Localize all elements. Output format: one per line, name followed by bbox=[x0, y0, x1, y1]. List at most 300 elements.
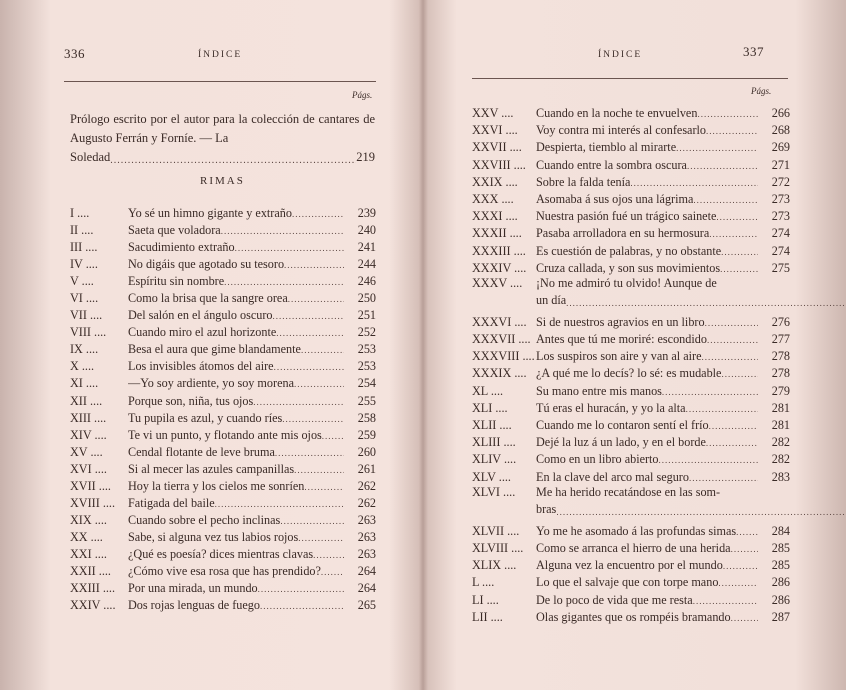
page-ref: 254 bbox=[357, 376, 376, 391]
toc-entry bbox=[70, 373, 376, 390]
rima-title: ¿Cómo vive esa rosa que has prendido? bbox=[128, 563, 321, 578]
toc-entry bbox=[472, 415, 790, 432]
rima-number: VI bbox=[70, 291, 83, 306]
page-ref: 287 bbox=[771, 609, 790, 624]
page-ref: 275 bbox=[771, 260, 790, 275]
prologo-last: Soledad bbox=[70, 150, 111, 164]
rima-number-cell bbox=[70, 529, 128, 546]
toc-entry bbox=[472, 312, 790, 329]
rima-number-cell bbox=[472, 417, 536, 434]
number-leader: .... bbox=[86, 393, 103, 408]
rima-number-cell bbox=[472, 105, 536, 122]
rima-number: XIII bbox=[70, 410, 91, 425]
page-ref: 274 bbox=[771, 243, 790, 258]
number-leader: .... bbox=[498, 106, 514, 120]
rima-number-cell bbox=[70, 375, 128, 392]
number-leader: .... bbox=[78, 359, 95, 374]
number-leader: .... bbox=[511, 260, 527, 275]
toc-entry bbox=[70, 339, 376, 356]
number-leader: .... bbox=[501, 558, 517, 573]
rima-number-cell bbox=[472, 225, 536, 242]
rima-number-cell bbox=[472, 540, 536, 557]
prologo-text: Prólogo escrito por el autor para la colección de cantares de Augusto Ferrán y Forníe. — La bbox=[70, 112, 375, 145]
number-leader: .... bbox=[502, 209, 518, 224]
number-leader: .... bbox=[510, 157, 526, 172]
toc-entry bbox=[70, 391, 376, 408]
rima-title: Me ha herido recatándose en las som- bbox=[536, 484, 721, 499]
page-ref: 263 bbox=[357, 546, 376, 561]
rima-number: XXXIV bbox=[472, 260, 512, 275]
toc-entry bbox=[70, 442, 376, 459]
number-leader: .... bbox=[82, 257, 98, 272]
rima-number: XVIII bbox=[70, 495, 100, 510]
rima-number-cell bbox=[70, 290, 128, 307]
toc-entry bbox=[472, 189, 790, 206]
rima-number: V bbox=[70, 274, 79, 289]
rima-title: Dejé la luz á un lado, y en el borde bbox=[536, 435, 706, 450]
rima-title: Espíritu sin nombre bbox=[128, 274, 225, 289]
prologo-entry bbox=[70, 110, 375, 170]
page-ref: 278 bbox=[771, 366, 790, 381]
toc-entry bbox=[472, 103, 790, 120]
rima-number-cell bbox=[70, 222, 128, 239]
rima-title: Saeta que voladora bbox=[128, 223, 221, 238]
rima-number-cell bbox=[472, 122, 536, 139]
toc-entry bbox=[472, 590, 790, 607]
page-ref: 281 bbox=[771, 418, 790, 432]
rima-title: Sabe, si alguna vez tus labios rojos bbox=[128, 529, 299, 544]
number-leader: .... bbox=[74, 206, 90, 220]
number-leader: .... bbox=[495, 469, 511, 484]
rima-number: L bbox=[472, 575, 479, 590]
page-ref: 272 bbox=[771, 174, 790, 189]
page-ref: 282 bbox=[771, 435, 790, 450]
rima-number-cell bbox=[70, 427, 128, 444]
page-ref: 277 bbox=[771, 332, 790, 347]
rima-number: XLV bbox=[472, 469, 496, 484]
number-leader: .... bbox=[511, 314, 527, 329]
number-leader: .... bbox=[95, 563, 111, 578]
number-leader: .... bbox=[91, 461, 107, 476]
toc-entry bbox=[70, 493, 376, 510]
rima-number: II bbox=[70, 223, 79, 238]
rima-title: Yo me he asomado á las profundas simas bbox=[536, 523, 737, 538]
rima-title: De lo poco de vida que me resta bbox=[536, 592, 693, 607]
page-number: 336 bbox=[64, 46, 85, 61]
rima-number: XII bbox=[70, 393, 87, 408]
toc-entry bbox=[472, 607, 790, 624]
number-leader: .... bbox=[487, 609, 503, 624]
rima-number: XXXV bbox=[472, 275, 507, 290]
rima-number-cell bbox=[70, 205, 128, 222]
rima-number: XLIII bbox=[472, 435, 501, 450]
number-leader: .... bbox=[492, 400, 508, 415]
rima-title: Dos rojas lenguas de fuego bbox=[128, 598, 260, 613]
page-ref: 241 bbox=[357, 240, 376, 255]
rima-number-cell bbox=[472, 523, 536, 540]
rima-title: Cuando sobre el pecho inclinas bbox=[128, 512, 281, 527]
rima-number: XIX bbox=[70, 512, 92, 527]
pags-label: Págs. bbox=[352, 90, 373, 100]
rima-number: LI bbox=[472, 592, 484, 607]
rima-number-cell bbox=[70, 324, 128, 341]
toc-entry bbox=[472, 555, 790, 572]
toc-entry bbox=[70, 220, 376, 237]
header-rule bbox=[64, 81, 376, 82]
toc-entry bbox=[70, 510, 376, 527]
rima-title: Te vi un punto, y flotando ante mis ojos bbox=[128, 427, 322, 442]
toc-entry bbox=[70, 459, 376, 476]
toc-entry bbox=[472, 381, 790, 398]
toc-entry bbox=[472, 467, 790, 484]
rima-number: XXXI bbox=[472, 209, 503, 224]
page-ref: 286 bbox=[771, 592, 790, 607]
rima-number: XXI bbox=[70, 546, 92, 561]
pags-label: Págs. bbox=[751, 86, 772, 96]
running-header: ÍNDICE bbox=[198, 50, 243, 60]
rima-number-cell bbox=[70, 444, 128, 461]
rima-number-cell bbox=[70, 546, 128, 563]
number-leader: .... bbox=[91, 512, 107, 527]
rima-number: XXXVI bbox=[472, 314, 512, 329]
rima-title: Cuando en la noche te envuelven bbox=[536, 106, 698, 120]
toc-entry bbox=[472, 120, 790, 137]
header-rule bbox=[472, 78, 788, 79]
page-ref: 274 bbox=[771, 226, 790, 241]
leader-dots bbox=[110, 148, 356, 170]
toc-entry bbox=[472, 258, 790, 275]
page-ref: 246 bbox=[357, 274, 376, 289]
number-leader: .... bbox=[502, 174, 518, 189]
rima-number-cell bbox=[70, 341, 128, 358]
page-ref: 264 bbox=[357, 581, 376, 596]
number-leader: .... bbox=[479, 575, 495, 590]
page-ref: 281 bbox=[771, 400, 790, 415]
number-leader: .... bbox=[504, 523, 520, 538]
number-leader: .... bbox=[510, 243, 526, 258]
rima-title: Cuando miro el azul horizonte bbox=[128, 325, 277, 340]
number-leader: .... bbox=[95, 478, 111, 493]
rima-number-cell bbox=[472, 314, 536, 331]
page-ref: 263 bbox=[357, 529, 376, 544]
rima-number: VIII bbox=[70, 325, 91, 340]
leader-dots bbox=[556, 501, 846, 521]
rima-number: VII bbox=[70, 308, 87, 323]
rima-number-cell bbox=[70, 410, 128, 427]
rima-number-cell bbox=[472, 275, 536, 292]
page-ref: 251 bbox=[357, 308, 376, 323]
toc-entry bbox=[70, 476, 376, 493]
rima-number-cell bbox=[472, 484, 536, 501]
rima-title: Antes que tú me moriré: escondido bbox=[536, 332, 707, 347]
rima-number-cell bbox=[472, 191, 536, 208]
rima-number-cell bbox=[70, 512, 128, 529]
number-leader: .... bbox=[87, 529, 103, 544]
number-leader: .... bbox=[87, 444, 103, 459]
toc-entry bbox=[472, 275, 790, 312]
page-ref: 273 bbox=[771, 209, 790, 224]
running-header: ÍNDICE bbox=[598, 50, 643, 60]
toc-entry bbox=[70, 578, 376, 595]
rima-number-cell bbox=[70, 563, 128, 580]
rima-title: Nuestra pasión fué un trágico sainete bbox=[536, 209, 717, 224]
page-ref: 255 bbox=[357, 393, 376, 408]
rima-number: XIV bbox=[70, 427, 92, 442]
rima-title: Asomaba á sus ojos una lágrima bbox=[536, 191, 694, 206]
rima-title: Porque son, niña, tus ojos bbox=[128, 393, 254, 408]
page-ref: 273 bbox=[771, 191, 790, 206]
rima-title: Si al mecer las azules campanillas bbox=[128, 461, 295, 476]
rima-number-cell bbox=[70, 461, 128, 478]
rima-title: Lo que el salvaje que con torpe mano bbox=[536, 575, 719, 590]
right-page bbox=[424, 0, 846, 690]
toc-entry bbox=[472, 449, 790, 466]
rima-title: En la clave del arco mal seguro bbox=[536, 469, 689, 484]
number-leader: .... bbox=[483, 592, 499, 607]
rima-title: Cendal flotante de leve bruma bbox=[128, 444, 275, 459]
number-leader: .... bbox=[86, 308, 103, 323]
toc-entry bbox=[70, 408, 376, 425]
rima-number: XXV bbox=[472, 106, 499, 120]
rima-number: XLVIII bbox=[472, 540, 509, 555]
page-ref: 278 bbox=[771, 349, 790, 364]
toc-entry bbox=[472, 346, 790, 363]
number-leader: .... bbox=[500, 484, 516, 499]
leader-dots bbox=[731, 607, 758, 627]
page-ref: 240 bbox=[357, 223, 376, 238]
rima-title: Los invisibles átomos del aire bbox=[128, 359, 274, 374]
page-ref: 262 bbox=[357, 495, 376, 510]
page-ref: 244 bbox=[357, 257, 376, 272]
rima-number-cell bbox=[70, 307, 128, 324]
rima-number-cell bbox=[70, 580, 128, 597]
page-ref: 285 bbox=[771, 558, 790, 573]
number-leader: .... bbox=[82, 240, 98, 255]
number-leader: .... bbox=[507, 275, 523, 290]
page-ref: 269 bbox=[771, 140, 790, 155]
rima-number-cell bbox=[70, 256, 128, 273]
rima-number: IX bbox=[70, 342, 83, 357]
rima-title-continued: un día bbox=[536, 292, 567, 307]
number-leader: .... bbox=[500, 452, 517, 467]
rima-number-cell bbox=[472, 174, 536, 191]
page-ref: 258 bbox=[357, 410, 376, 425]
toc-entry bbox=[472, 241, 790, 258]
page-ref: 263 bbox=[357, 512, 376, 527]
rima-number: XVI bbox=[70, 461, 92, 476]
number-leader: .... bbox=[82, 291, 99, 306]
rima-title: Como en un libro abierto bbox=[536, 452, 659, 467]
rima-number: XXVIII bbox=[472, 157, 511, 172]
toc-entry bbox=[70, 271, 376, 288]
number-leader: .... bbox=[82, 342, 99, 357]
page-ref: 262 bbox=[357, 478, 376, 493]
rima-number: XXXIX bbox=[472, 366, 512, 381]
number-leader: .... bbox=[502, 123, 518, 138]
rima-number-cell bbox=[472, 139, 536, 156]
rima-number: XXXII bbox=[472, 226, 507, 241]
rima-title: Por una mirada, un mundo bbox=[128, 581, 258, 596]
rima-title: Si de nuestros agravios en un libro bbox=[536, 314, 705, 329]
rima-title: Tú eras el huracán, y yo la alta bbox=[536, 400, 686, 415]
page-ref: 239 bbox=[357, 206, 376, 220]
toc-entry bbox=[472, 484, 790, 521]
rima-number: XLVI bbox=[472, 484, 500, 499]
toc-entry bbox=[70, 527, 376, 544]
rima-number: XL bbox=[472, 383, 488, 398]
number-leader: .... bbox=[500, 435, 516, 450]
rima-number-cell bbox=[472, 348, 536, 365]
rima-title: Del salón en el ángulo oscuro bbox=[128, 308, 273, 323]
rima-title: Sobre la falda tenía bbox=[536, 174, 631, 189]
toc-entry bbox=[70, 322, 376, 339]
number-leader: .... bbox=[78, 223, 94, 238]
rima-number-cell bbox=[70, 239, 128, 256]
page-ref: 282 bbox=[771, 452, 790, 467]
rima-number: XLIX bbox=[472, 558, 502, 573]
rima-number: XXXIII bbox=[472, 243, 511, 258]
number-leader: .... bbox=[515, 332, 531, 347]
rima-number: XXX bbox=[472, 191, 499, 206]
page-ref: 260 bbox=[357, 444, 376, 459]
rima-number: XLI bbox=[472, 400, 493, 415]
rima-number: XX bbox=[70, 529, 88, 544]
page-ref: 250 bbox=[357, 291, 376, 306]
rima-number: XXII bbox=[70, 563, 96, 578]
rima-number-cell bbox=[70, 273, 128, 290]
page-ref: 271 bbox=[771, 157, 790, 172]
toc-entry bbox=[472, 398, 790, 415]
rima-number: XXIX bbox=[472, 174, 503, 189]
rima-number: XXVII bbox=[472, 140, 507, 155]
rima-title: Olas gigantes que os rompéis bramando bbox=[536, 609, 731, 624]
page-ref: 268 bbox=[771, 123, 790, 138]
prologo-page: 219 bbox=[356, 150, 375, 164]
leader-dots bbox=[566, 292, 846, 312]
rima-title: Cuando me lo contaron sentí el frío bbox=[536, 418, 709, 432]
rima-number: XXXVIII bbox=[472, 349, 520, 364]
rima-title: Los suspiros son aire y van al aire bbox=[536, 349, 702, 364]
rima-number-cell bbox=[70, 358, 128, 375]
rima-number-cell bbox=[472, 400, 536, 417]
rima-title: Sacudimiento extraño bbox=[128, 240, 235, 255]
rima-title: Voy contra mi interés al confesarlo bbox=[536, 123, 707, 138]
rima-title-continued: bras bbox=[536, 501, 557, 516]
toc-entry bbox=[70, 254, 376, 271]
rima-number: I bbox=[70, 206, 75, 220]
rima-number: XXIII bbox=[70, 581, 100, 596]
rima-title: ¡No me admiró tu olvido! Aunque de bbox=[536, 275, 717, 290]
number-leader: .... bbox=[91, 427, 107, 442]
rima-title: Como la brisa que la sangre orea bbox=[128, 291, 288, 306]
rima-title: Tu pupila es azul, y cuando ríes bbox=[128, 410, 283, 425]
section-title: RIMAS bbox=[200, 175, 245, 187]
number-leader: .... bbox=[487, 383, 504, 398]
rima-number-cell bbox=[70, 597, 128, 614]
rima-number-cell bbox=[472, 208, 536, 225]
toc-entry bbox=[70, 595, 376, 612]
toc-entry bbox=[472, 432, 790, 449]
number-leader: .... bbox=[91, 546, 107, 561]
toc-list-right bbox=[472, 103, 790, 624]
rima-number: XXXVII bbox=[472, 332, 516, 347]
rima-number: XXVI bbox=[472, 123, 503, 138]
leader-dots bbox=[260, 595, 344, 615]
rima-number: XLIV bbox=[472, 452, 501, 467]
rima-title: Cuando entre la sombra oscura bbox=[536, 157, 687, 172]
page-ref: 283 bbox=[771, 469, 790, 484]
rima-number: IV bbox=[70, 257, 83, 272]
number-leader: .... bbox=[511, 366, 527, 381]
number-leader: .... bbox=[99, 495, 116, 510]
rima-number: X bbox=[70, 359, 79, 374]
rima-number-cell bbox=[472, 557, 536, 574]
number-leader: .... bbox=[506, 226, 522, 241]
page-ref: 276 bbox=[771, 314, 790, 329]
rima-number: XLVII bbox=[472, 523, 505, 538]
toc-entry bbox=[472, 137, 790, 154]
page-ref: 284 bbox=[771, 523, 790, 538]
rima-title: Alguna vez la encuentro por el mundo bbox=[536, 558, 723, 573]
rima-number: XLII bbox=[472, 418, 497, 432]
toc-entry bbox=[70, 203, 376, 220]
rima-number-cell bbox=[472, 592, 536, 609]
rima-title: No digáis que agotado su tesoro bbox=[128, 257, 285, 272]
rima-number-cell bbox=[472, 434, 536, 451]
rima-number-cell bbox=[472, 331, 536, 348]
rima-title: Hoy la tierra y los cielos me sonríen bbox=[128, 478, 305, 493]
page-ref: 259 bbox=[357, 427, 376, 442]
rima-number: XI bbox=[70, 376, 83, 391]
page-ref: 265 bbox=[357, 598, 376, 613]
rima-number-cell bbox=[70, 393, 128, 410]
rima-title: Cruza callada, y son sus movimientos bbox=[536, 260, 721, 275]
rima-number-cell bbox=[70, 495, 128, 512]
rima-number-cell bbox=[70, 478, 128, 495]
number-leader: .... bbox=[100, 598, 116, 613]
page-ref: 253 bbox=[357, 342, 376, 357]
number-leader: .... bbox=[90, 325, 107, 340]
page-ref: 279 bbox=[771, 383, 790, 398]
page-ref: 285 bbox=[771, 540, 790, 555]
number-leader: .... bbox=[496, 418, 512, 432]
toc-entry bbox=[472, 223, 790, 240]
toc-entry bbox=[70, 288, 376, 305]
rima-number-cell bbox=[472, 383, 536, 400]
page-ref: 264 bbox=[357, 563, 376, 578]
rima-title: ¿Qué es poesía? dices mientras clavas bbox=[128, 546, 314, 561]
page-ref: 286 bbox=[771, 575, 790, 590]
page-number: 337 bbox=[743, 44, 764, 59]
toc-entry bbox=[472, 363, 790, 380]
rima-number-cell bbox=[472, 574, 536, 591]
rima-title: Pasaba arrolladora en su hermosura bbox=[536, 226, 710, 241]
toc-entry bbox=[70, 305, 376, 322]
rima-number-cell bbox=[472, 243, 536, 260]
number-leader: .... bbox=[90, 410, 107, 425]
rima-title: Fatigada del baile bbox=[128, 495, 215, 510]
toc-entry bbox=[472, 329, 790, 346]
toc-entry bbox=[472, 521, 790, 538]
number-leader: .... bbox=[78, 274, 94, 289]
toc-entry bbox=[472, 155, 790, 172]
page-ref: 252 bbox=[357, 325, 376, 340]
rima-number-cell bbox=[472, 365, 536, 382]
rima-title: —Yo soy ardiente, yo soy morena bbox=[128, 376, 294, 391]
toc-entry bbox=[70, 544, 376, 561]
rima-title: Como se arranca el hierro de una herida bbox=[536, 540, 731, 555]
toc-entry bbox=[70, 237, 376, 254]
